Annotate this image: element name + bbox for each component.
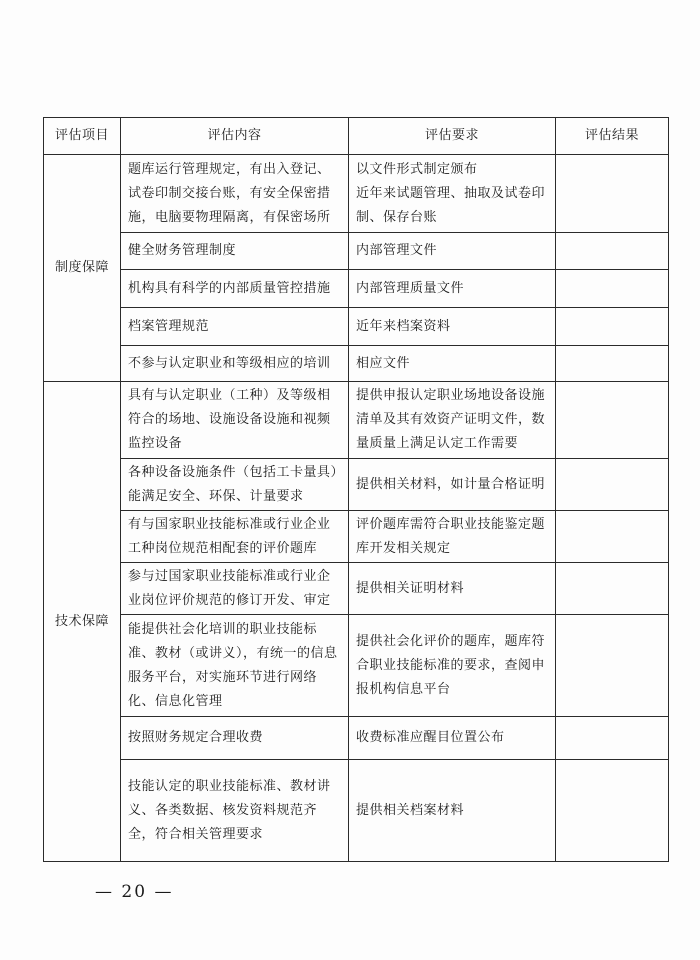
result-cell xyxy=(556,270,669,308)
table-row xyxy=(44,615,669,717)
result-cell xyxy=(556,233,669,270)
result-cell xyxy=(556,459,669,511)
header-result: 评估结果 xyxy=(556,118,669,155)
content-cell: 题库运行管理规定，有出入登记、试卷印制交接台账，有安全保密措施，电脑要物理隔离，有保密场所 xyxy=(121,155,349,233)
content-cell: 按照财务规定合理收费 xyxy=(121,717,349,760)
requirement-cell: 相应文件 xyxy=(349,346,556,382)
table-row xyxy=(44,760,669,862)
result-cell xyxy=(556,155,669,233)
content-cell: 具有与认定职业（工种）及等级相符合的场地、设施设备设施和视频监控设备 xyxy=(121,382,349,459)
table-row xyxy=(44,270,669,308)
result-cell xyxy=(556,615,669,717)
table-row xyxy=(44,346,669,382)
table-row xyxy=(44,717,669,760)
evaluation-table xyxy=(43,117,669,862)
content-cell: 能提供社会化培训的职业技能标准、教材（或讲义），有统一的信息服务平台，对实施环节进行网络化、信息化管理 xyxy=(121,615,349,717)
header-requirement: 评估要求 xyxy=(349,118,556,155)
content-cell: 有与国家职业技能标准或行业企业工种岗位规范相配套的评价题库 xyxy=(121,511,349,563)
table-row xyxy=(44,155,669,233)
table-row xyxy=(44,233,669,270)
result-cell xyxy=(556,511,669,563)
requirement-cell: 提供相关材料，如计量合格证明 xyxy=(349,459,556,511)
content-cell: 参与过国家职业技能标准或行业企业岗位评价规范的修订开发、审定 xyxy=(121,563,349,615)
result-cell xyxy=(556,760,669,862)
page-number: — 20 — xyxy=(95,882,174,902)
requirement-cell: 以文件形式制定颁布 近年来试题管理、抽取及试卷印制、保存台账 xyxy=(349,155,556,233)
header-category: 评估项目 xyxy=(44,118,121,155)
result-cell xyxy=(556,717,669,760)
content-cell: 健全财务管理制度 xyxy=(121,233,349,270)
requirement-cell: 提供相关证明材料 xyxy=(349,563,556,615)
result-cell xyxy=(556,563,669,615)
table-row xyxy=(44,563,669,615)
requirement-cell: 内部管理质量文件 xyxy=(349,270,556,308)
content-cell: 不参与认定职业和等级相应的培训 xyxy=(121,346,349,382)
content-cell: 技能认定的职业技能标准、教材讲义、各类数据、核发资料规范齐全，符合相关管理要求 xyxy=(121,760,349,862)
table-row xyxy=(44,459,669,511)
requirement-cell: 提供申报认定职业场地设备设施清单及其有效资产证明文件，数量质量上满足认定工作需要 xyxy=(349,382,556,459)
category-cell: 制度保障 xyxy=(44,155,121,382)
result-cell xyxy=(556,308,669,346)
table-row xyxy=(44,308,669,346)
requirement-cell: 评价题库需符合职业技能鉴定题库开发相关规定 xyxy=(349,511,556,563)
requirement-cell: 提供社会化评价的题库，题库符合职业技能标准的要求，查阅申报机构信息平台 xyxy=(349,615,556,717)
result-cell xyxy=(556,346,669,382)
content-cell: 机构具有科学的内部质量管控措施 xyxy=(121,270,349,308)
header-content: 评估内容 xyxy=(121,118,349,155)
result-cell xyxy=(556,382,669,459)
content-cell: 档案管理规范 xyxy=(121,308,349,346)
requirement-cell: 近年来档案资料 xyxy=(349,308,556,346)
content-cell: 各种设备设施条件（包括工卡量具）能满足安全、环保、计量要求 xyxy=(121,459,349,511)
requirement-cell: 内部管理文件 xyxy=(349,233,556,270)
requirement-cell: 提供相关档案材料 xyxy=(349,760,556,862)
table-header-row xyxy=(44,118,669,155)
category-cell: 技术保障 xyxy=(44,382,121,862)
table-row xyxy=(44,511,669,563)
requirement-cell: 收费标准应醒目位置公布 xyxy=(349,717,556,760)
table-row xyxy=(44,382,669,459)
